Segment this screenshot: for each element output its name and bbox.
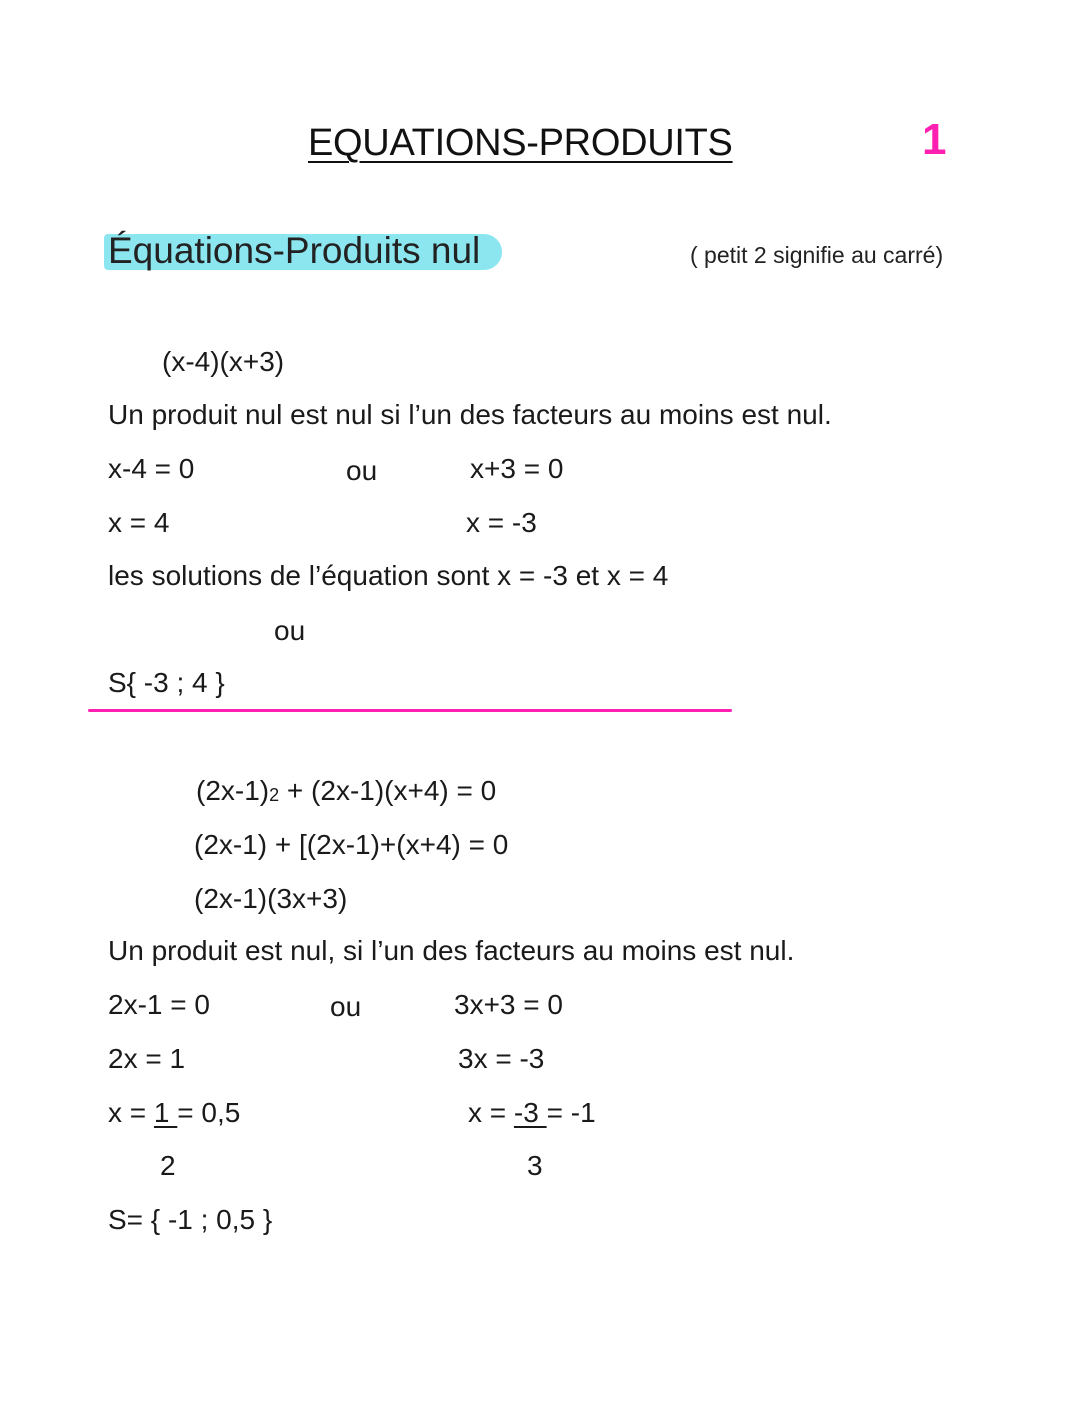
ex2-right-fraction (468, 1099, 596, 1127)
ex2-right-frac-suffix: = -1 (546, 1097, 596, 1128)
ex2-left-frac-suffix: = 0,5 (177, 1097, 241, 1128)
ex2-left-frac-prefix: x = (108, 1097, 154, 1128)
ex1-right-equation: x+3 = 0 (470, 453, 564, 484)
ex2-line1 (196, 777, 496, 805)
ex1-or-alt: ou (274, 615, 306, 646)
ex2-line1-exponent: 2 (269, 785, 280, 805)
ex1-left-equation: x-4 = 0 (108, 453, 195, 484)
ex2-right-frac-denominator: 3 (527, 1150, 543, 1181)
ex2-right-equation: 3x+3 = 0 (454, 989, 563, 1020)
ex2-or: ou (330, 991, 362, 1022)
ex2-left-equation: 2x-1 = 0 (108, 989, 210, 1020)
ex2-left-frac-numerator: 1 (153, 1097, 178, 1128)
section-divider (88, 709, 732, 712)
ex2-rule: Un produit est nul, si l’un des facteurs au moins est nul. (108, 935, 795, 966)
ex2-left-fraction (108, 1099, 240, 1127)
ex1-or: ou (346, 455, 378, 486)
ex2-right-step: 3x = -3 (458, 1043, 545, 1074)
ex2-left-frac-denominator: 2 (160, 1150, 176, 1181)
squared-note: ( petit 2 signifie au carré) (690, 242, 944, 268)
ex1-left-solution: x = 4 (108, 507, 170, 538)
ex2-left-step: 2x = 1 (108, 1043, 186, 1074)
ex1-right-solution: x = -3 (466, 507, 537, 538)
ex1-rule: Un produit nul est nul si l’un des facteurs au moins est nul. (108, 399, 832, 430)
ex2-right-frac-prefix: x = (468, 1097, 514, 1128)
page-title: EQUATIONS-PRODUITS (308, 122, 733, 164)
ex2-right-frac-numerator: -3 (513, 1097, 547, 1128)
page-number: 1 (922, 115, 947, 164)
ex2-line1-rest: + (2x-1)(x+4) = 0 (279, 775, 497, 806)
section-heading: Équations-Produits nul (108, 230, 481, 271)
ex2-line3: (2x-1)(3x+3) (194, 883, 348, 914)
ex1-expression: (x-4)(x+3) (162, 346, 285, 377)
ex1-solution-set: S{ -3 ; 4 } (108, 667, 225, 698)
ex2-line1-factor: (2x-1) (196, 775, 270, 806)
ex2-line2: (2x-1) + [(2x-1)+(x+4) = 0 (194, 829, 509, 860)
ex1-conclusion: les solutions de l’équation sont x = -3 et x = 4 (108, 560, 669, 591)
ex2-solution-set: S= { -1 ; 0,5 } (108, 1204, 273, 1235)
